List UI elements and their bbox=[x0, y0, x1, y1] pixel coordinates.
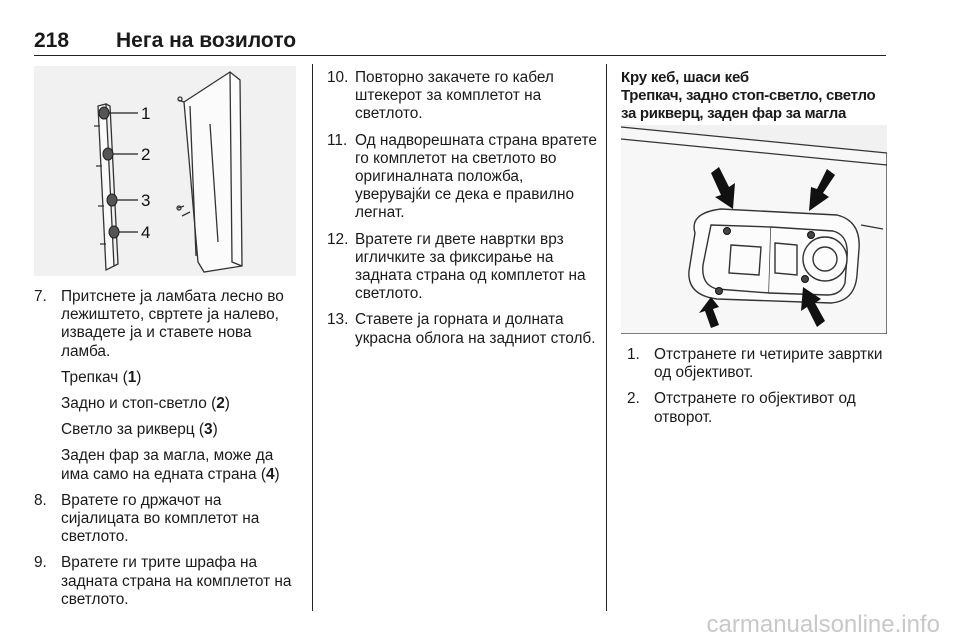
bulb-1 bbox=[99, 107, 109, 119]
screw-bottom-left bbox=[716, 288, 723, 295]
step-number: 13. bbox=[327, 311, 349, 329]
step-text: Вратете ги трите шрафа на задната страна на комплетот на светлото. bbox=[61, 554, 292, 608]
step-number: 9. bbox=[34, 554, 47, 572]
column-divider-1 bbox=[312, 64, 313, 611]
step-text: Отстранете го објективот од отворот. bbox=[654, 390, 856, 426]
step-text: Вратете ги двете навртки врз игличките за фиксирање на задната страна од комплетот на светлото. bbox=[355, 230, 586, 303]
step-13 bbox=[327, 311, 597, 347]
step-text: Отстранете ги четирите завртки од објективот. bbox=[654, 346, 883, 382]
chapter-title: Нега на возилото bbox=[116, 29, 297, 52]
bulb-4 bbox=[109, 226, 119, 238]
part-fog-light: Заден фар за магла, може да има само на едната страна (4) bbox=[61, 447, 280, 483]
lens-illustration bbox=[689, 209, 859, 303]
screw-bottom-right bbox=[802, 276, 809, 283]
column-3 bbox=[621, 69, 887, 123]
step-10 bbox=[327, 69, 597, 124]
step-text: Повторно закачете го кабел штекерот за комплетот на светлото. bbox=[355, 69, 554, 123]
tail-light-lens-figure bbox=[621, 125, 887, 334]
step-9 bbox=[34, 554, 296, 609]
section-subtitle: Трепкач, задно стоп-светло, светло за рикверц, заден фар за магла bbox=[621, 87, 876, 122]
header-rule bbox=[34, 55, 886, 56]
column-divider-2 bbox=[606, 64, 607, 611]
column-3-steps bbox=[627, 346, 887, 435]
step-text: Вратете го држачот на сијалицата во комплетот на светлото. bbox=[61, 491, 260, 546]
callout-2: 2 bbox=[141, 145, 151, 164]
step-2 bbox=[627, 390, 887, 426]
step-11 bbox=[327, 132, 597, 223]
step-7 bbox=[34, 288, 296, 361]
step-text: Од надворешната страна вратете го комплетот на светлото во оригиналната положба, уверувајќи се дека е правилно легнат. bbox=[355, 131, 597, 222]
screw-top-right bbox=[808, 232, 815, 239]
bulb-2 bbox=[103, 148, 113, 160]
step-number: 2. bbox=[627, 390, 640, 408]
column-2 bbox=[327, 69, 597, 356]
step-1 bbox=[627, 346, 887, 382]
step-8 bbox=[34, 492, 296, 547]
part-reverse-light: Светло за рикверц (3) bbox=[61, 421, 218, 439]
step-number: 8. bbox=[34, 491, 47, 509]
column-1 bbox=[34, 288, 296, 617]
bulb-3 bbox=[107, 194, 117, 206]
screw-top-left bbox=[724, 228, 731, 235]
lamp-holder-figure bbox=[34, 66, 296, 276]
part-flasher: Трепкач (1) bbox=[61, 368, 142, 386]
step-number: 11. bbox=[327, 131, 348, 149]
step-number: 12. bbox=[327, 230, 349, 248]
step-text: Ставете ја горната и долната украсна облога на задниот столб. bbox=[355, 311, 596, 347]
part-tail-stop-light: Задно и стоп-светло (2) bbox=[61, 395, 230, 413]
bulb-holder-illustration bbox=[94, 104, 118, 270]
page-number: 218 bbox=[34, 29, 70, 52]
step-12 bbox=[327, 231, 597, 304]
callout-3: 3 bbox=[141, 191, 151, 210]
callout-4: 4 bbox=[141, 223, 151, 242]
page-header bbox=[34, 29, 886, 53]
section-title: Кру кеб, шаси кеб bbox=[621, 69, 749, 86]
step-number: 7. bbox=[34, 288, 47, 305]
step-number: 10. bbox=[327, 69, 349, 86]
tail-light-housing-illustration bbox=[177, 72, 242, 272]
callout-1: 1 bbox=[141, 104, 151, 123]
watermark: carmanualsonline.info bbox=[706, 611, 940, 638]
step-number: 1. bbox=[627, 346, 640, 363]
step-text: Притснете ја ламбата лесно во лежиштето, свртете ја налево, извадете ја и ставете нова ламба. bbox=[61, 288, 284, 360]
